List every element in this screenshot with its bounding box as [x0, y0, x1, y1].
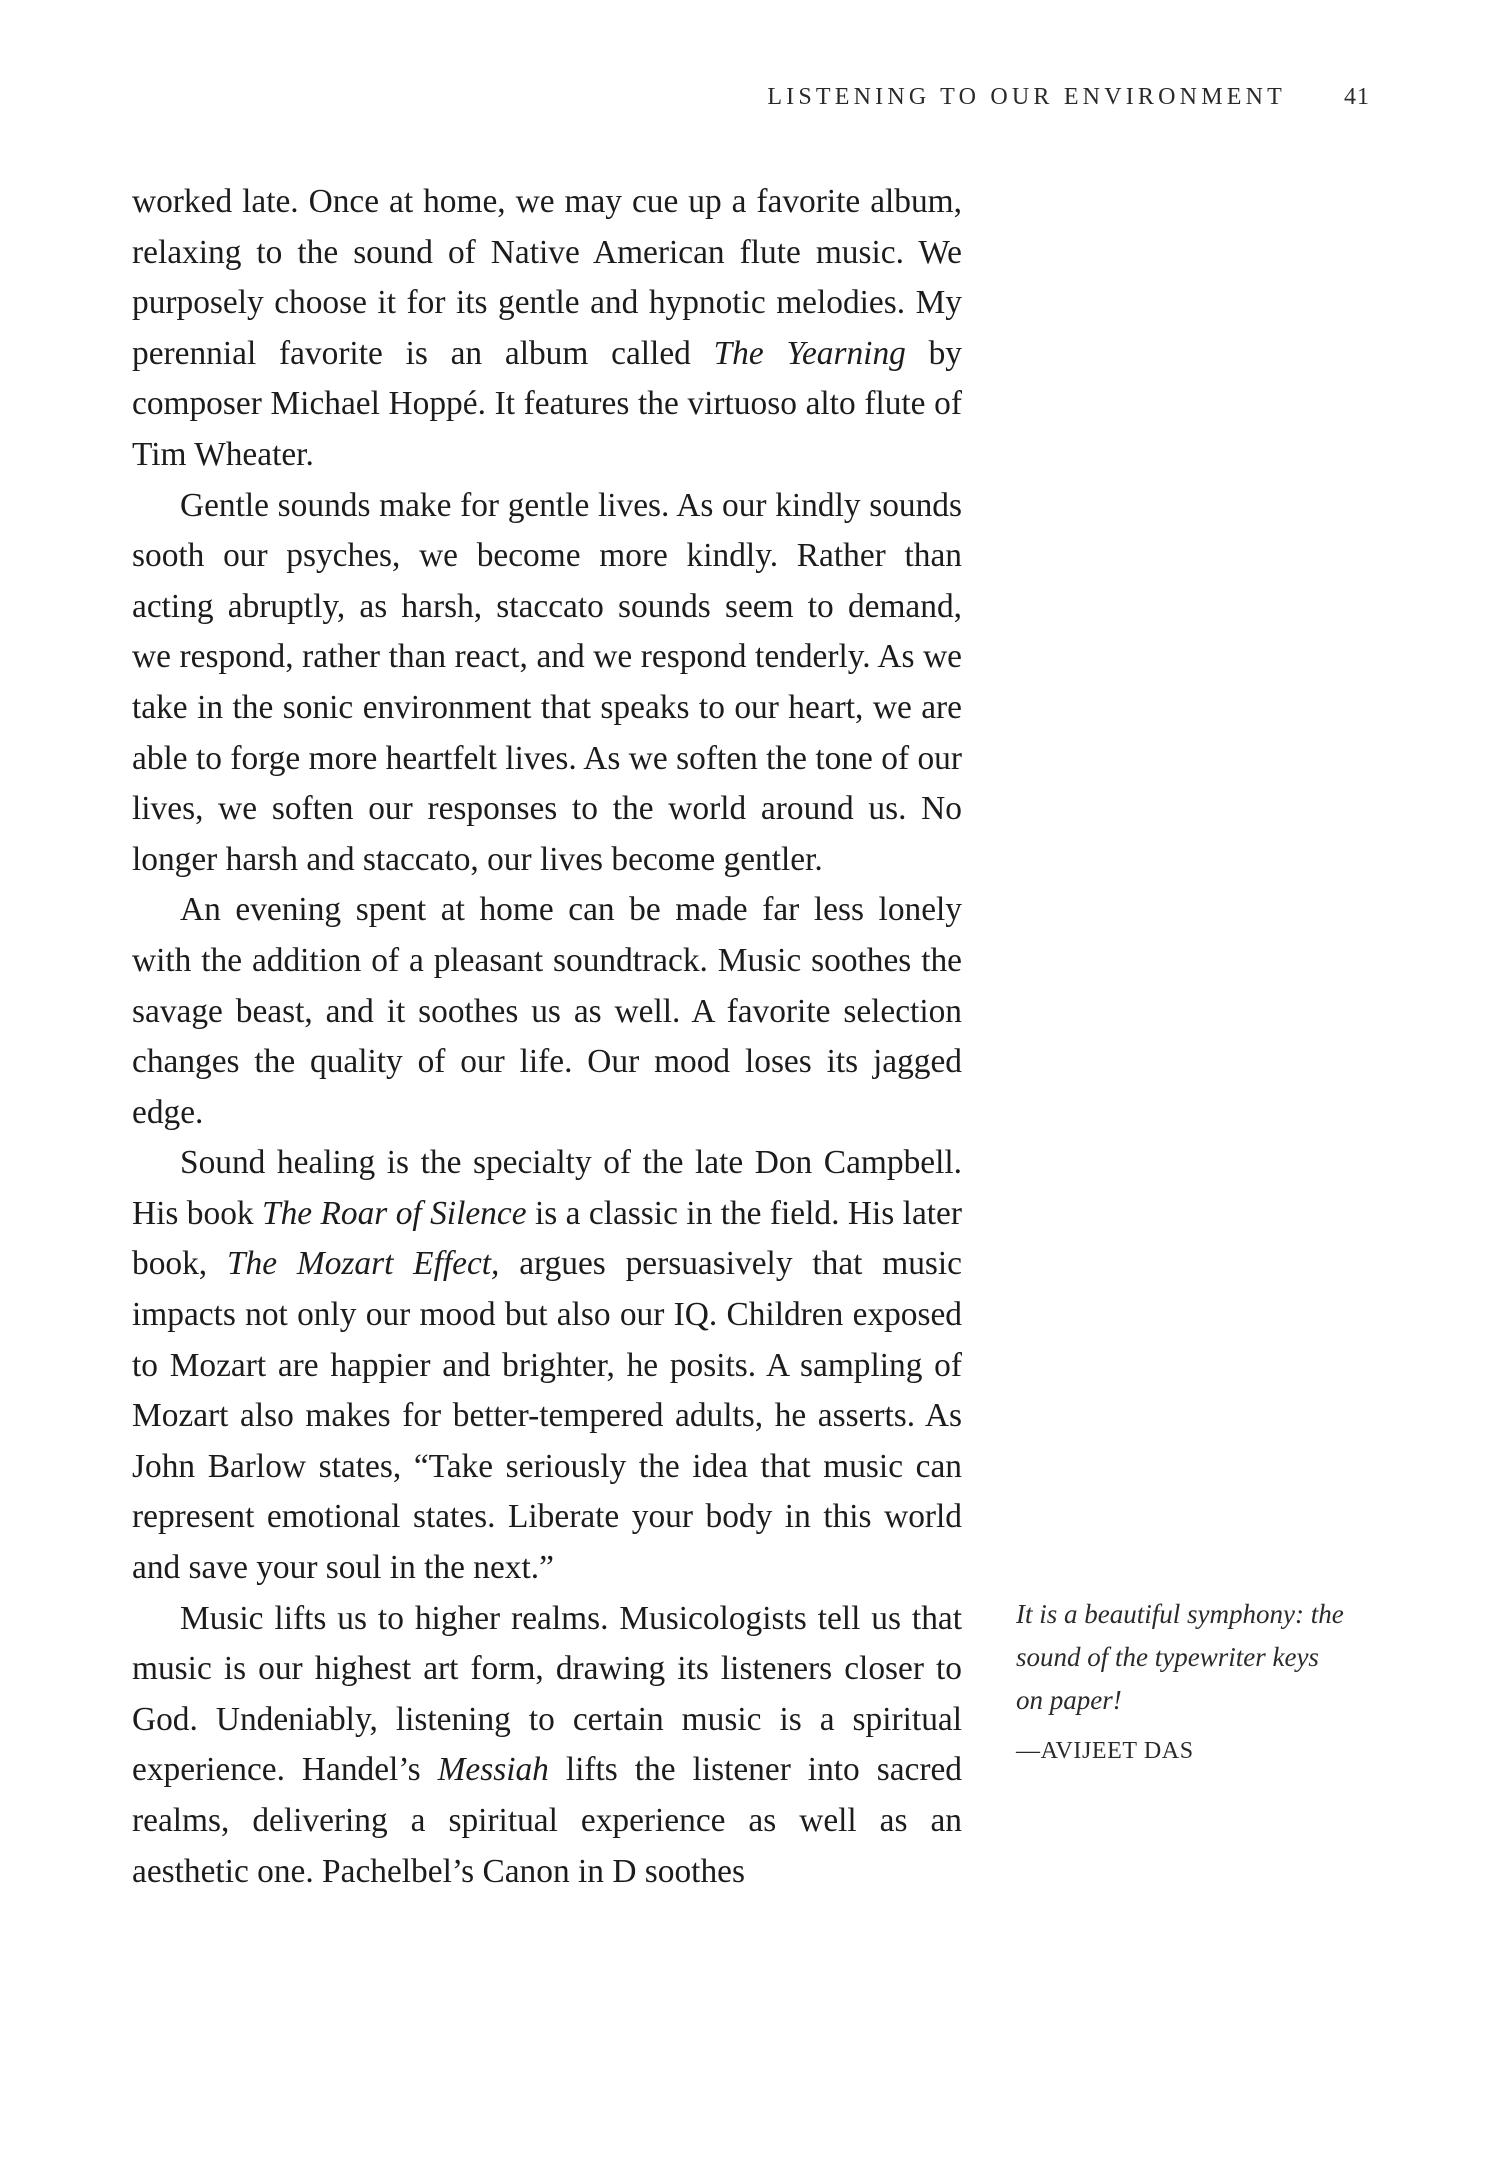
page-number: 41 — [1344, 84, 1370, 110]
book-title-mozart-effect: The Mozart Effect, — [226, 1245, 500, 1283]
paragraph-5 — [132, 1594, 962, 1898]
sidebar-quote — [1016, 1593, 1346, 1773]
quote-text: It is a beautiful symphony: the sound of the typewriter keys on paper! — [1016, 1599, 1344, 1715]
work-title-messiah: Messiah — [437, 1751, 549, 1789]
album-title: The Yearning — [713, 334, 906, 372]
paragraph-1-text-b: by composer Michael Hoppé. It features the virtuoso alto flute of Tim Wheater. — [132, 334, 962, 473]
paragraph-5-text-b: lifts the listener into sacred realms, delivering a spiritual experience as well as an aesthetic one. Pachelbel’s Canon in D soothes — [132, 1751, 962, 1890]
running-head — [690, 84, 1370, 120]
paragraph-4-text-b: is a classic in the field. His later book, — [132, 1194, 962, 1283]
paragraph-2: Gentle sounds make for gentle lives. As our kindly sounds sooth our psyches, we become more kindly. Rather than acting abruptly, as harsh, staccato sounds seem to demand, we respond, rather than react, and we respond tenderly. As we take in the sonic environment that speaks to our heart, we are able to forge more heartfelt lives. As we soften the tone of our lives, we soften our responses to the world around us. No longer harsh and staccato, our lives become gentler. — [132, 486, 962, 878]
paragraph-4-text-a: Sound healing is the specialty of the late Don Campbell. His book — [132, 1144, 962, 1232]
running-title: LISTENING TO OUR ENVIRONMENT — [767, 84, 1286, 110]
paragraph-5-text-a: Music lifts us to higher realms. Musicologists tell us that music is our highest art form, drawing its listeners closer to God. Undeniably, listening to certain music is a spiritual experience. Handel’s — [132, 1599, 962, 1789]
quote-attribution: —AVIJEET DAS — [1016, 1738, 1194, 1764]
paragraph-4-text-c: argues persuasively that music impacts not only our mood but also our IQ. Children exposed to Mozart are happier and brighter, he posits. A sampling of Mozart also makes for better-tempered adults, he asserts. As John Barlow states, “Take seriously the idea that music can represent emotional states. Liberate your body in this world and save your soul in the next.” — [132, 1245, 963, 1587]
paragraph-4 — [132, 1138, 962, 1593]
paragraph-1 — [132, 177, 962, 481]
book-title-roar-of-silence: The Roar of Silence — [262, 1194, 527, 1232]
body-text — [132, 177, 962, 1897]
paragraph-3: An evening spent at home can be made far less lonely with the addition of a pleasant soundtrack. Music soothes the savage beast, and it soothes us as well. A favorite selection changes the quality of our life. Our mood loses its jagged edge. — [132, 891, 962, 1131]
paragraph-1-text-a: worked late. Once at home, we may cue up a favorite album, relaxing to the sound of Native American flute music. We purposely choose it for its gentle and hypnotic melodies. My perennial favorite is an album called — [132, 183, 962, 372]
